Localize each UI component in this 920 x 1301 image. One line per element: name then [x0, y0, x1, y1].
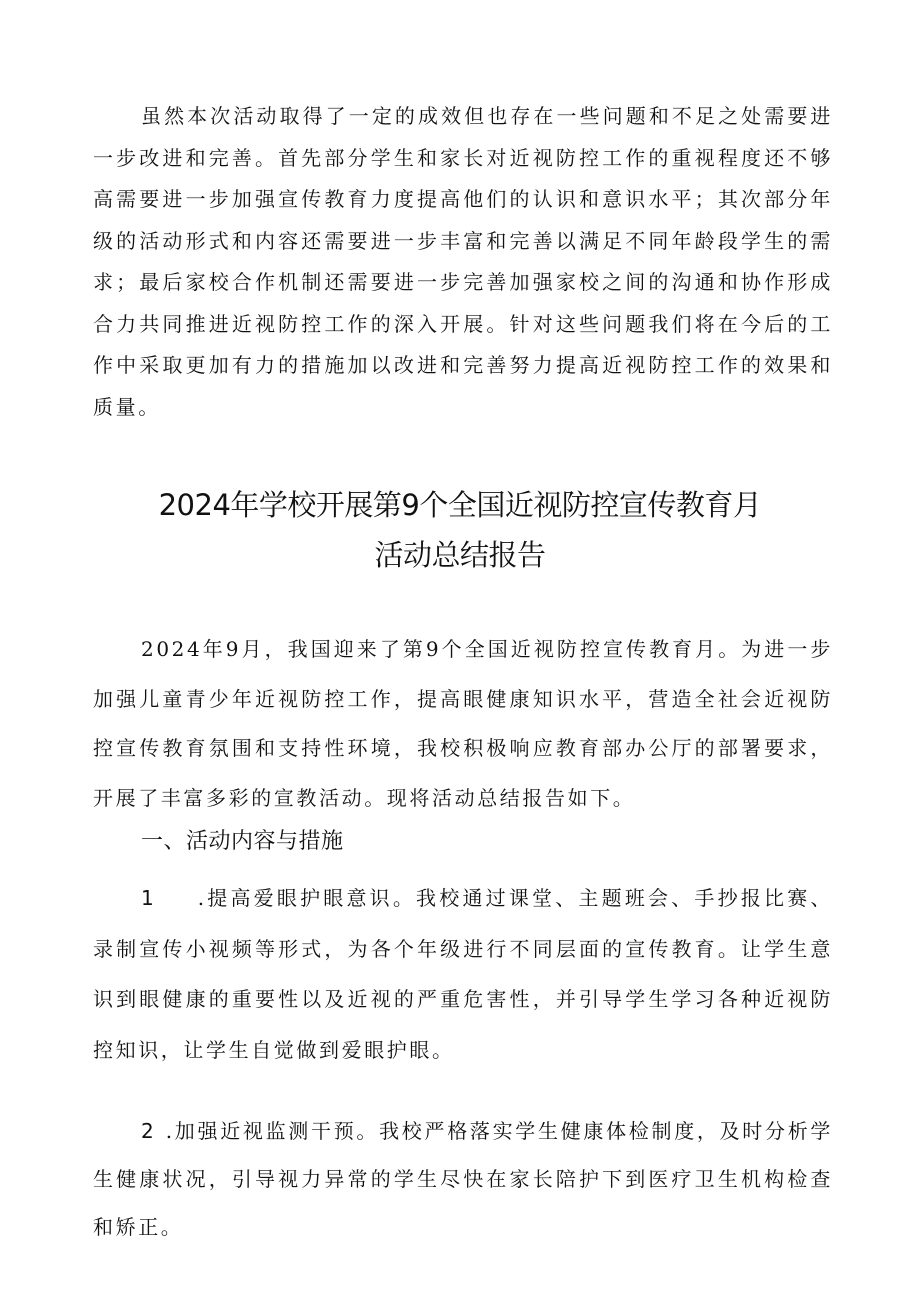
report-title-line-1: 2024年学校开展第9个全国近视防控宣传教育月: [158, 488, 762, 522]
report-title-line-2: 活动总结报告: [374, 538, 546, 572]
list-item-text: .提高爱眼护眼意识。我校通过课堂、主题班会、手抄报比赛、录制宣传小视频等形式，为各个年级进行不同层面的宣传教育。让学生意识到眼健康的重要性以及近视的严重危害性，并引导学生学习各种近视防控知识，让学生自觉做到爱眼护眼。: [93, 886, 833, 1062]
list-item-raise-awareness: [93, 873, 833, 1075]
list-item-text: .加强近视监测干预。我校严格落实学生健康体检制度，及时分析学生健康状况，引导视力异常的学生尽快在家长陪护下到医疗卫生机构检查和矫正。: [93, 1119, 833, 1239]
list-item-number: 2: [141, 1119, 154, 1143]
section-heading-activities: 一、活动内容与措施: [141, 829, 344, 854]
report-title: [60, 480, 860, 580]
list-item-number: 1: [141, 886, 154, 910]
list-item-monitoring: [93, 1107, 833, 1251]
paragraph-introduction: 2024年9月，我国迎来了第9个全国近视防控宣传教育月。为进一步加强儿童青少年近视防控工作，提高眼健康知识水平，营造全社会近视防控宣传教育氛围和支持性环境，我校积极响应教育部办公厅的部署要求，开展了丰富多彩的宣教活动。现将活动总结报告如下。: [93, 637, 833, 810]
paragraph-problems-and-improvements: 虽然本次活动取得了一定的成效但也存在一些问题和不足之处需要进一步改进和完善。首先部分学生和家长对近视防控工作的重视程度还不够高需要进一步加强宣传教育力度提高他们的认识和意识水平；其次部分年级的活动形式和内容还需要进一步丰富和完善以满足不同年龄段学生的需求；最后家校合作机制还需要进一步完善加强家校之间的沟通和协作形成合力共同推进近视防控工作的深入开展。针对这些问题我们将在今后的工作中采取更加有力的措施加以改进和完善努力提高近视防控工作的效果和质量。: [93, 104, 833, 419]
